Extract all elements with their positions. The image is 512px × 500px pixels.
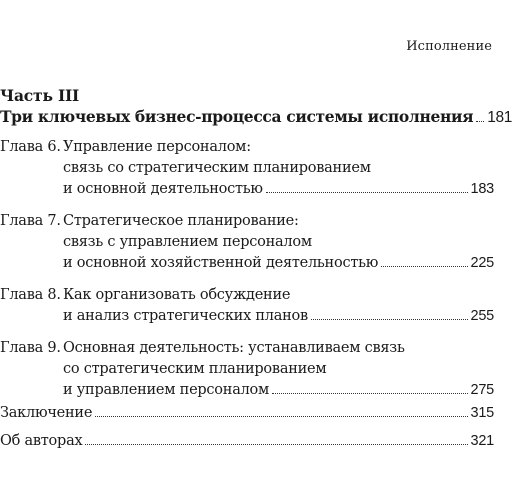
toc-entry-chapter-7[interactable] [0,211,494,274]
chapter-title-line: связь со стратегическим планированием [63,160,371,176]
chapter-title [63,137,494,200]
chapter-title-line: и основной хозяйственной деятельностью [63,255,379,271]
part-page-number: 181 [487,109,512,126]
toc-entry-chapter-8[interactable] [0,285,494,327]
chapter-title-last-line [63,179,494,200]
chapter-title [63,338,494,401]
chapter-title [63,285,494,327]
dot-leader [381,266,467,267]
chapter-title [63,211,494,274]
chapter-page-number: 225 [470,255,494,271]
chapter-title-line: и основной деятельностью [63,181,263,197]
part-label: Часть III [0,86,80,105]
part-heading [0,86,512,128]
back-matter-list [0,403,494,459]
dot-leader [266,192,468,193]
chapter-title-last-line [63,253,494,274]
toc-entry-conclusion[interactable] [0,403,494,424]
chapter-label: Глава 7. [0,213,61,229]
chapter-title-line: Как организовать обсуждение [63,287,291,303]
toc-page-number: 315 [470,405,494,421]
chapter-label: Глава 9. [0,340,61,356]
toc-entry-title: Об авторах [0,433,83,449]
toc-entry-chapter-6[interactable] [0,137,494,200]
chapter-title-line: Основная деятельность: устанавливаем связь [63,340,405,356]
part-title: Три ключевых бизнес-процесса системы исполнения [0,107,474,126]
chapter-title-line: и анализ стратегических планов [63,308,308,324]
toc-entry-about-authors[interactable] [0,431,494,452]
chapter-list [0,137,494,412]
dot-leader [476,121,484,122]
chapter-title-last-line [63,306,494,327]
chapter-title-line: со стратегическим планированием [63,361,327,377]
dot-leader [272,393,467,394]
chapter-title-line: и управлением персоналом [63,382,270,398]
chapter-title-line: Стратегическое планирование: [63,213,299,229]
chapter-title-last-line [63,380,494,401]
running-head: Исполнение [406,39,492,54]
chapter-page-number: 255 [470,308,494,324]
chapter-label: Глава 6. [0,139,61,155]
chapter-page-number: 183 [470,181,494,197]
toc-entry-chapter-9[interactable] [0,338,494,401]
chapter-title-line: Управление персоналом: [63,139,251,155]
chapter-title-line: связь с управлением персоналом [63,234,312,250]
chapter-label: Глава 8. [0,287,61,303]
toc-page-number: 321 [470,433,494,449]
part-title-row[interactable] [0,106,512,128]
toc-entry-title: Заключение [0,405,93,421]
dot-leader [95,416,467,417]
dot-leader [311,319,468,320]
chapter-page-number: 275 [470,382,494,398]
dot-leader [85,444,467,445]
